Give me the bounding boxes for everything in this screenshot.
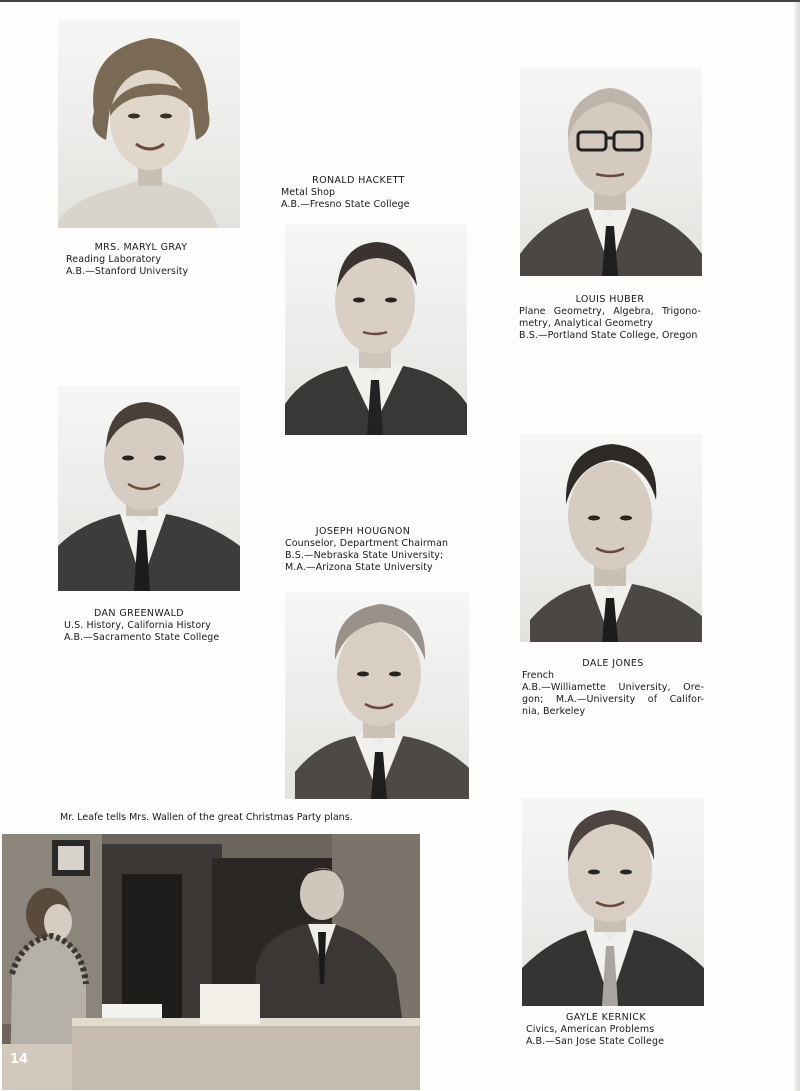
caption-dale-jones: [522, 658, 704, 718]
faculty-name: DALE JONES: [582, 658, 644, 669]
portrait-joseph-hougnon: [285, 592, 469, 799]
portrait-louis-huber: [520, 68, 702, 276]
faculty-detail: Civics, American Problems: [526, 1024, 655, 1035]
faculty-name: MRS. MARYL GRAY: [94, 242, 188, 253]
page-number: 14: [10, 1052, 29, 1067]
caption-joseph-hougnon: [285, 526, 449, 574]
caption-maryl-gray: [66, 242, 216, 278]
caption-gayle-kernick: [526, 1012, 686, 1048]
caption-dan-greenwald: [64, 608, 220, 644]
faculty-name: DAN GREENWALD: [93, 608, 185, 619]
portrait-gayle-kernick: [522, 798, 704, 1006]
faculty-name: JOSEPH HOUGNON: [315, 526, 411, 537]
faculty-name: RONALD HACKETT: [312, 175, 405, 186]
faculty-detail: metry, Analytical Geometry: [519, 318, 654, 329]
faculty-detail: A.B.—Fresno State College: [281, 199, 410, 210]
faculty-detail: gon; M.A.—University of Califor-: [522, 694, 704, 705]
faculty-detail: U.S. History, California History: [64, 620, 212, 631]
faculty-detail: M.A.—Arizona State University: [285, 562, 433, 573]
faculty-detail: Metal Shop: [281, 187, 336, 198]
faculty-detail: B.S.—Portland State College, Oregon: [519, 330, 698, 341]
candid-photo: [2, 834, 420, 1090]
faculty-detail: Reading Laboratory: [66, 254, 162, 265]
page-gutter-shadow: [794, 2, 800, 1091]
caption-louis-huber: [519, 294, 701, 342]
portrait-ronald-hackett: [285, 224, 467, 435]
faculty-name: GAYLE KERNICK: [565, 1012, 647, 1023]
portrait-dan-greenwald: [58, 386, 240, 591]
faculty-detail: Counselor, Department Chairman: [285, 538, 449, 549]
faculty-detail: A.B.—San Jose State College: [526, 1036, 665, 1047]
faculty-detail: A.B.—Sacramento State College: [64, 632, 220, 643]
faculty-detail: French: [522, 670, 555, 681]
faculty-detail: B.S.—Nebraska State University;: [285, 550, 444, 561]
portrait-maryl-gray: [58, 20, 240, 228]
faculty-detail: Plane Geometry, Algebra, Trigono-: [519, 306, 701, 317]
portrait-dale-jones: [520, 434, 702, 642]
faculty-detail: A.B.—Williamette University, Ore-: [522, 682, 704, 693]
faculty-detail: nia, Berkeley: [522, 706, 586, 717]
caption-ronald-hackett: [281, 175, 436, 211]
faculty-detail: A.B.—Stanford University: [66, 266, 189, 277]
faculty-name: LOUIS HUBER: [575, 294, 645, 305]
photo-caption: Mr. Leafe tells Mrs. Wallen of the great Christmas Party plans.: [60, 812, 353, 823]
